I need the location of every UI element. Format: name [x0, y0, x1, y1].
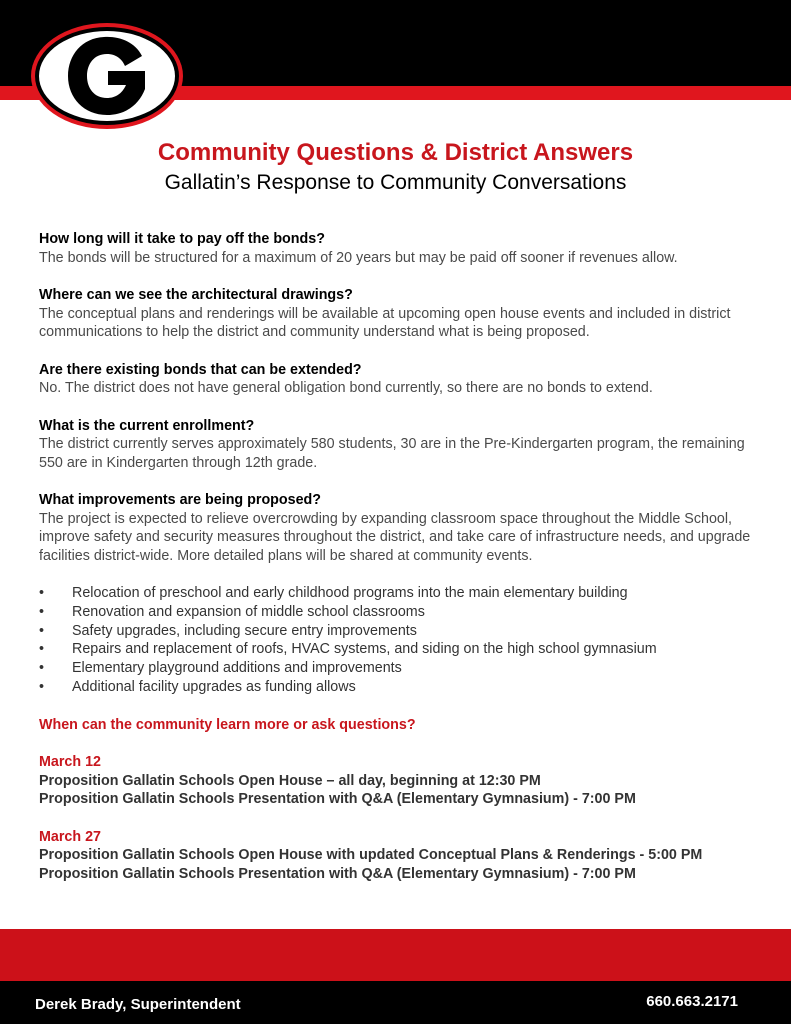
faq-answer: No. The district does not have general obligation bond currently, so there are no bonds to extend.: [39, 380, 653, 396]
list-item: • Renovation and expansion of middle school classrooms: [39, 603, 769, 622]
faq-question: How long will it take to pay off the bonds?: [39, 231, 325, 247]
list-item: • Elementary playground additions and improvements: [39, 659, 769, 678]
g-logo-icon: [30, 22, 184, 130]
event-line: Proposition Gallatin Schools Presentation with Q&A (Elementary Gymnasium) - 7:00 PM: [39, 791, 636, 808]
faq-item: [39, 491, 769, 565]
faq-answer: The project is expected to relieve overcrowding by expanding classroom space throughout the Middle School, improve safety and security measures throughout the district, and take care of infrastructure needs, and upgrade facilities district-wide. More detailed plans will be shared at community events.: [39, 510, 751, 564]
footer-phone: 660.663.2171: [646, 993, 738, 1010]
footer-superintendent: Derek Brady, Superintendent: [35, 996, 241, 1013]
faq-item: [39, 286, 769, 342]
event-line: Proposition Gallatin Schools Open House – all day, beginning at 12:30 PM: [39, 772, 541, 789]
list-item: • Repairs and replacement of roofs, HVAC systems, and siding on the high school gymnasium: [39, 640, 769, 659]
event-block: [39, 828, 769, 884]
faq-answer: The conceptual plans and renderings will be available at upcoming open house events and included in district communications to help the district and community understand what is being proposed.: [39, 305, 731, 340]
faq-question: Where can we see the architectural drawings?: [39, 287, 353, 303]
page-subtitle: Gallatin’s Response to Community Conversations: [164, 171, 627, 194]
improvements-list: [39, 584, 769, 697]
faq-question: Are there existing bonds that can be extended?: [39, 361, 362, 378]
footer-red-band: [0, 929, 791, 981]
faq-question: What improvements are being proposed?: [39, 492, 322, 508]
event-date: March 27: [39, 828, 101, 845]
event-block: [39, 753, 769, 809]
faq-item: [39, 230, 769, 267]
event-date: March 12: [39, 754, 101, 771]
faq-answer: The bonds will be structured for a maximum of 20 years but may be paid off sooner if revenues allow.: [39, 249, 678, 266]
learn-more-heading: When can the community learn more or ask questions?: [39, 716, 416, 733]
list-item: • Additional facility upgrades as funding allows: [39, 678, 769, 697]
faq-question: What is the current enrollment?: [39, 417, 255, 434]
faq-answer: The district currently serves approximately 580 students, 30 are in the Pre-Kindergarten program, the remaining 550 are in Kindergarten through 12th grade.: [39, 436, 745, 471]
event-line: Proposition Gallatin Schools Open House with updated Conceptual Plans & Renderings - 5:00 PM: [39, 847, 703, 864]
page-title: Community Questions & District Answers: [157, 139, 634, 166]
list-item: • Relocation of preschool and early childhood programs into the main elementary building: [39, 584, 769, 603]
event-line: Proposition Gallatin Schools Presentation with Q&A (Elementary Gymnasium) - 7:00 PM: [39, 865, 636, 882]
faq-item: [39, 361, 769, 398]
faq-item: [39, 417, 769, 473]
list-item: • Safety upgrades, including secure entry improvements: [39, 622, 769, 641]
main-content: [39, 230, 769, 883]
